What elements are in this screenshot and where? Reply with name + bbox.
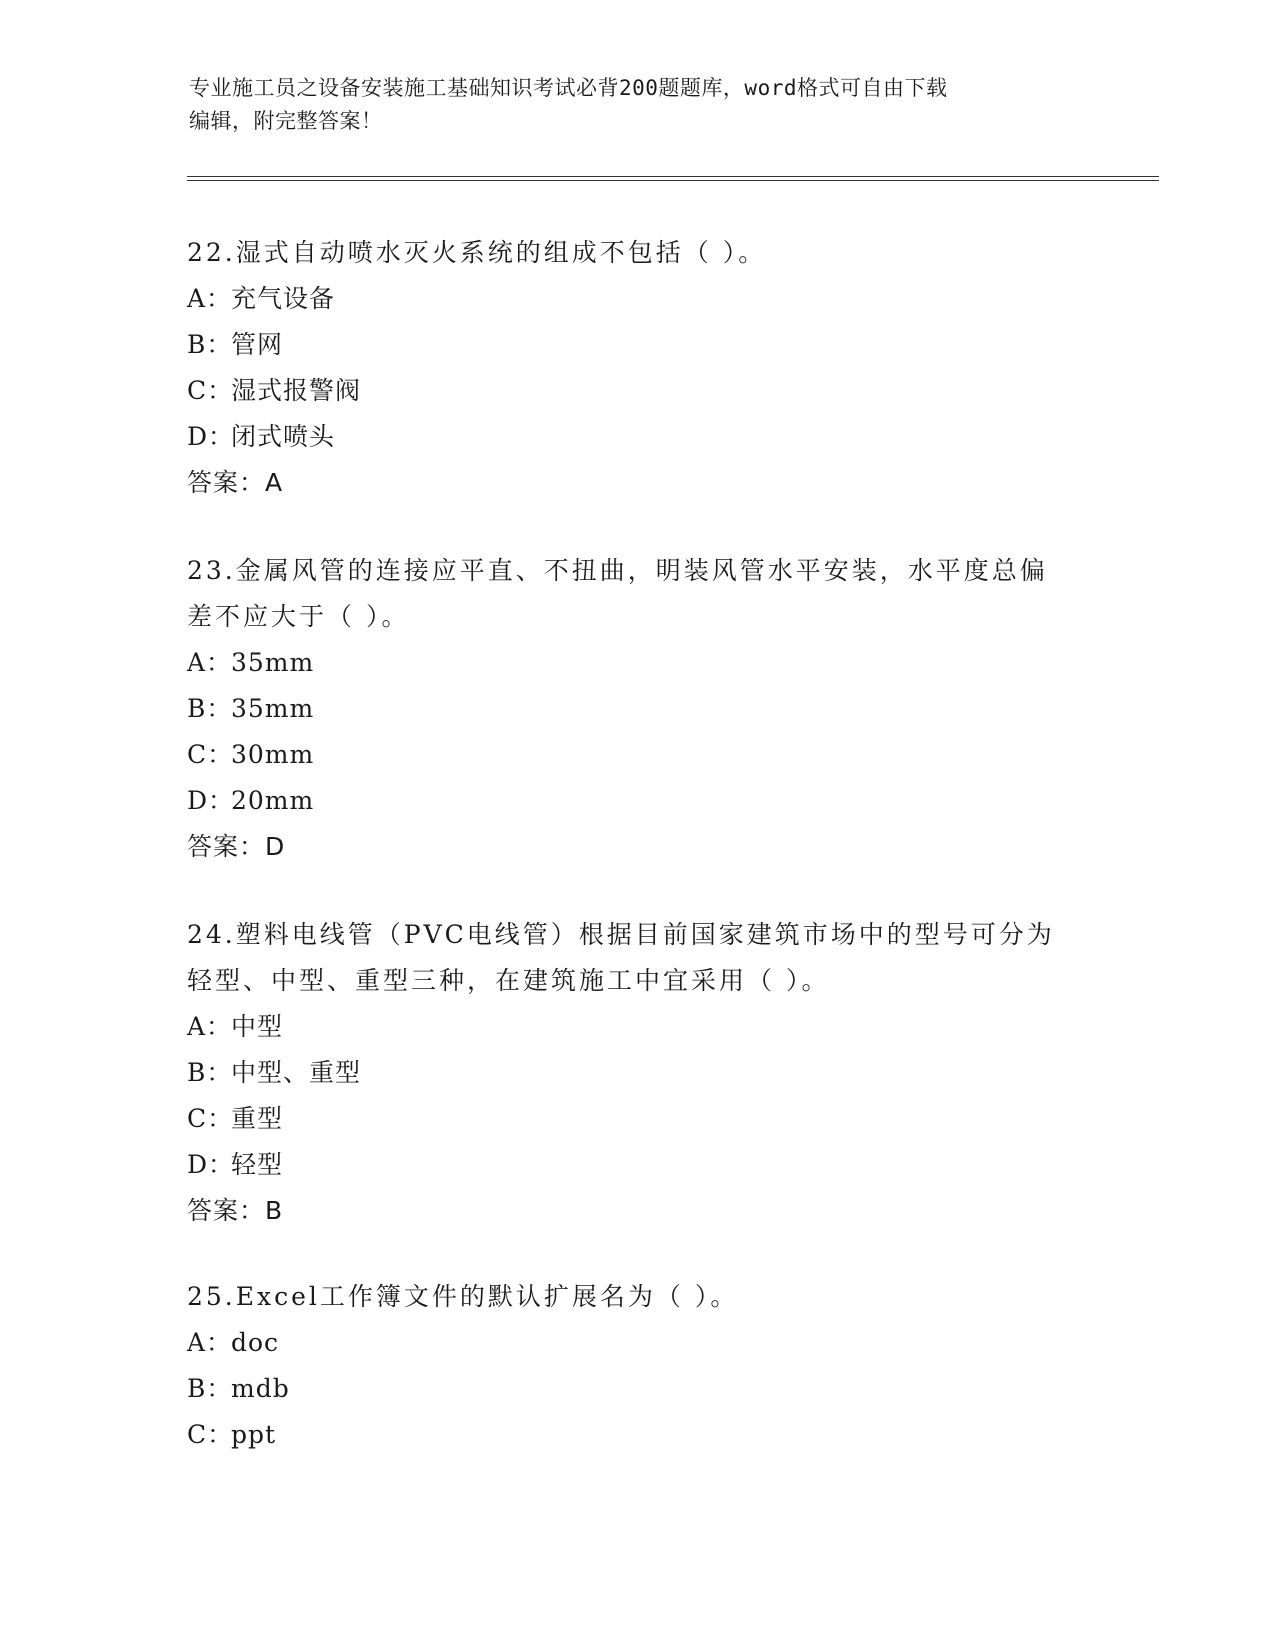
- option-a: [187, 640, 1087, 686]
- question-25: [187, 1274, 1087, 1458]
- answer: 答案：A: [187, 468, 284, 497]
- option-text: 轻型: [231, 1150, 284, 1179]
- option-text: 30mm: [231, 740, 315, 769]
- option-d: [187, 778, 1087, 824]
- option-key: C：: [187, 1420, 234, 1449]
- option-text: 湿式报警阀: [231, 376, 362, 405]
- option-b: [187, 1366, 1087, 1412]
- option-key: B：: [187, 694, 233, 723]
- option-b: [187, 322, 1087, 368]
- option-key: C：: [187, 740, 234, 769]
- option-key: A：: [187, 648, 233, 677]
- option-text: 35mm: [231, 648, 315, 677]
- option-key: B：: [187, 1374, 233, 1403]
- option-d: [187, 414, 1087, 460]
- question-23: [187, 548, 1087, 870]
- document-header: [189, 72, 1079, 138]
- option-a: [187, 1320, 1087, 1366]
- option-text: 中型: [231, 1012, 284, 1041]
- option-b: [187, 1050, 1087, 1096]
- option-text: 闭式喷头: [231, 422, 336, 451]
- option-c: [187, 732, 1087, 778]
- question-stem-line-1: 23.金属风管的连接应平直、不扭曲，明装风管水平安装，水平度总偏: [187, 556, 1048, 585]
- question-24: [187, 912, 1087, 1234]
- option-text: doc: [231, 1328, 280, 1357]
- option-text: ppt: [231, 1420, 277, 1449]
- option-text: mdb: [231, 1374, 290, 1403]
- option-c: [187, 1096, 1087, 1142]
- option-text: 重型: [231, 1104, 284, 1133]
- option-key: D：: [187, 1150, 235, 1179]
- option-text: 中型、重型: [231, 1058, 362, 1087]
- option-text: 充气设备: [231, 284, 336, 313]
- option-b: [187, 686, 1087, 732]
- question-stem-line-1: 24.塑料电线管（PVC电线管）根据目前国家建筑市场中的型号可分为: [187, 920, 1055, 949]
- option-key: A：: [187, 1328, 233, 1357]
- option-text: 20mm: [231, 786, 315, 815]
- question-stem: 22.湿式自动喷水灭火系统的组成不包括（ ）。: [187, 238, 767, 267]
- option-key: C：: [187, 376, 234, 405]
- option-text: 管网: [231, 330, 284, 359]
- option-text: 35mm: [231, 694, 315, 723]
- option-d: [187, 1142, 1087, 1188]
- option-key: C：: [187, 1104, 234, 1133]
- header-line-1: 专业施工员之设备安装施工基础知识考试必背200题题库，word格式可自由下载: [189, 76, 948, 100]
- question-stem-line-2: 差不应大于（ ）。: [187, 602, 410, 631]
- question-22: [187, 230, 1087, 506]
- option-key: A：: [187, 284, 233, 313]
- option-c: [187, 368, 1087, 414]
- option-key: D：: [187, 422, 235, 451]
- option-a: [187, 276, 1087, 322]
- header-line-2: 编辑，附完整答案！: [189, 109, 383, 133]
- option-key: A：: [187, 1012, 233, 1041]
- answer: 答案：D: [187, 832, 286, 861]
- option-key: B：: [187, 330, 233, 359]
- question-stem: 25.Excel工作簿文件的默认扩展名为（ ）。: [187, 1282, 739, 1311]
- option-a: [187, 1004, 1087, 1050]
- option-key: B：: [187, 1058, 233, 1087]
- option-c: [187, 1412, 1087, 1458]
- question-stem-line-2: 轻型、中型、重型三种，在建筑施工中宜采用（ ）。: [187, 966, 830, 995]
- answer: 答案：B: [187, 1196, 284, 1225]
- option-key: D：: [187, 786, 235, 815]
- header-divider: [187, 176, 1159, 181]
